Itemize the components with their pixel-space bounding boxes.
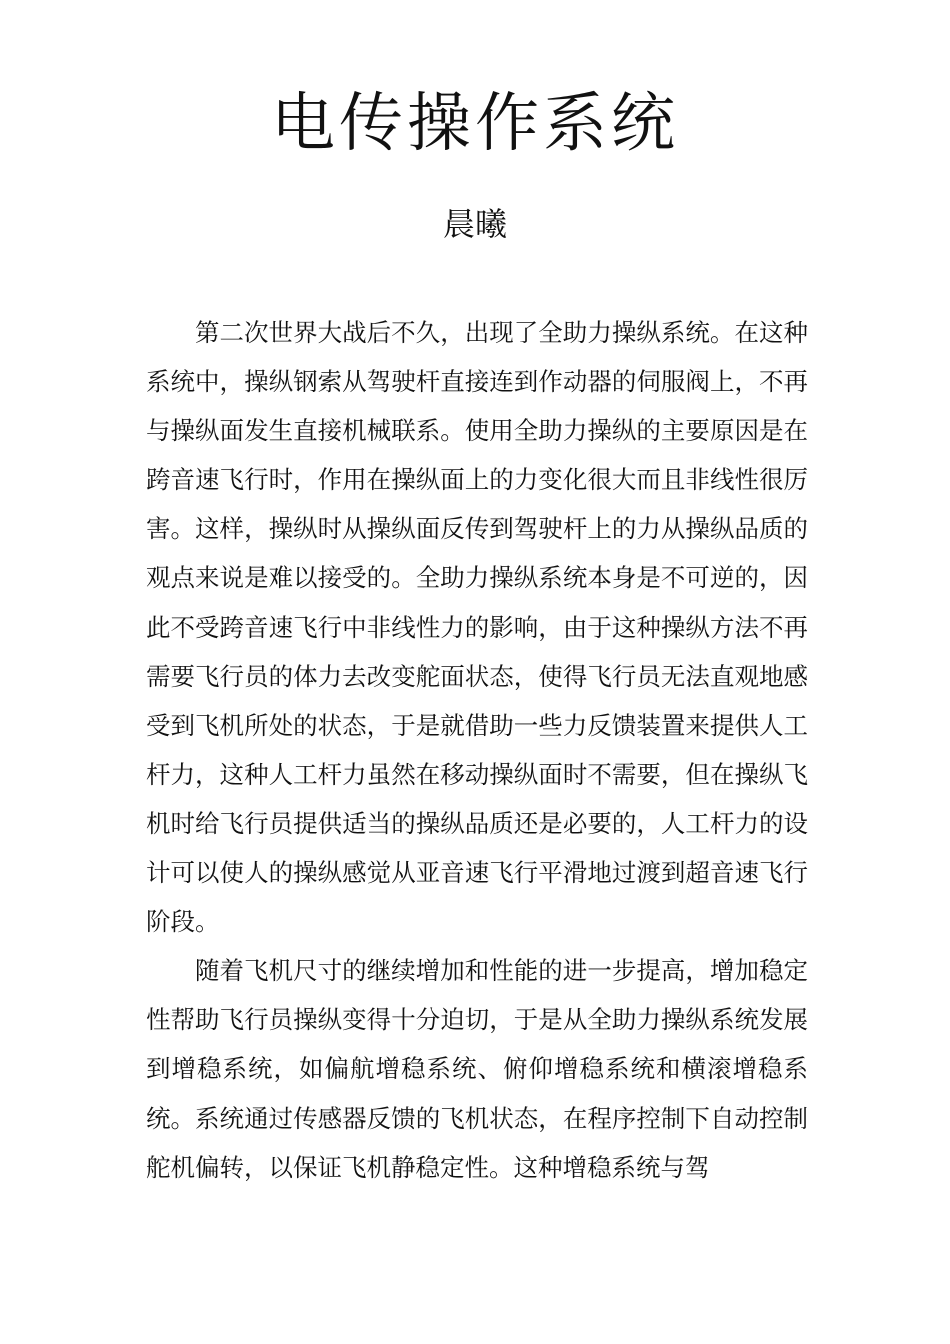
paragraph-1: 第二次世界大战后不久，出现了全助力操纵系统。在这种系统中，操纵钢索从驾驶杆直接连到作动器的伺服阀上，不再与操纵面发生直接机械联系。使用全助力操纵的主要原因是在跨音速飞行时，作用在操纵面上的力变化很大而且非线性很厉害。这样，操纵时从操纵面反传到驾驶杆上的力从操纵品质的观点来说是难以接受的。全助力操纵系统本身是不可逆的，因此不受跨音速飞行中非线性力的影响，由于这种操纵方法不再需要飞行员的体力去改变舵面状态，使得飞行员无法直观地感受到飞机所处的状态，于是就借助一些力反馈装置来提供人工杆力，这种人工杆力虽然在移动操纵面时不需要，但在操纵飞机时给飞行员提供适当的操纵品质还是必要的，人工杆力的设计可以使人的操纵感觉从亚音速飞行平滑地过渡到超音速飞行阶段。: [146, 318, 808, 937]
author-name: 晨曦: [442, 205, 507, 243]
paragraph-2: 随着飞机尺寸的继续增加和性能的进一步提高，增加稳定性帮助飞行员操纵变得十分迫切，于是从全助力操纵系统发展到增稳系统，如偏航增稳系统、俯仰增稳系统和横滚增稳系统。系统通过传感器反馈的飞机状态，在程序控制下自动控制舵机偏转，以保证飞机静稳定性。这种增稳系统与驾: [146, 956, 808, 1182]
body-text: [146, 308, 808, 1192]
page-title: 电传操作系统: [271, 87, 679, 161]
